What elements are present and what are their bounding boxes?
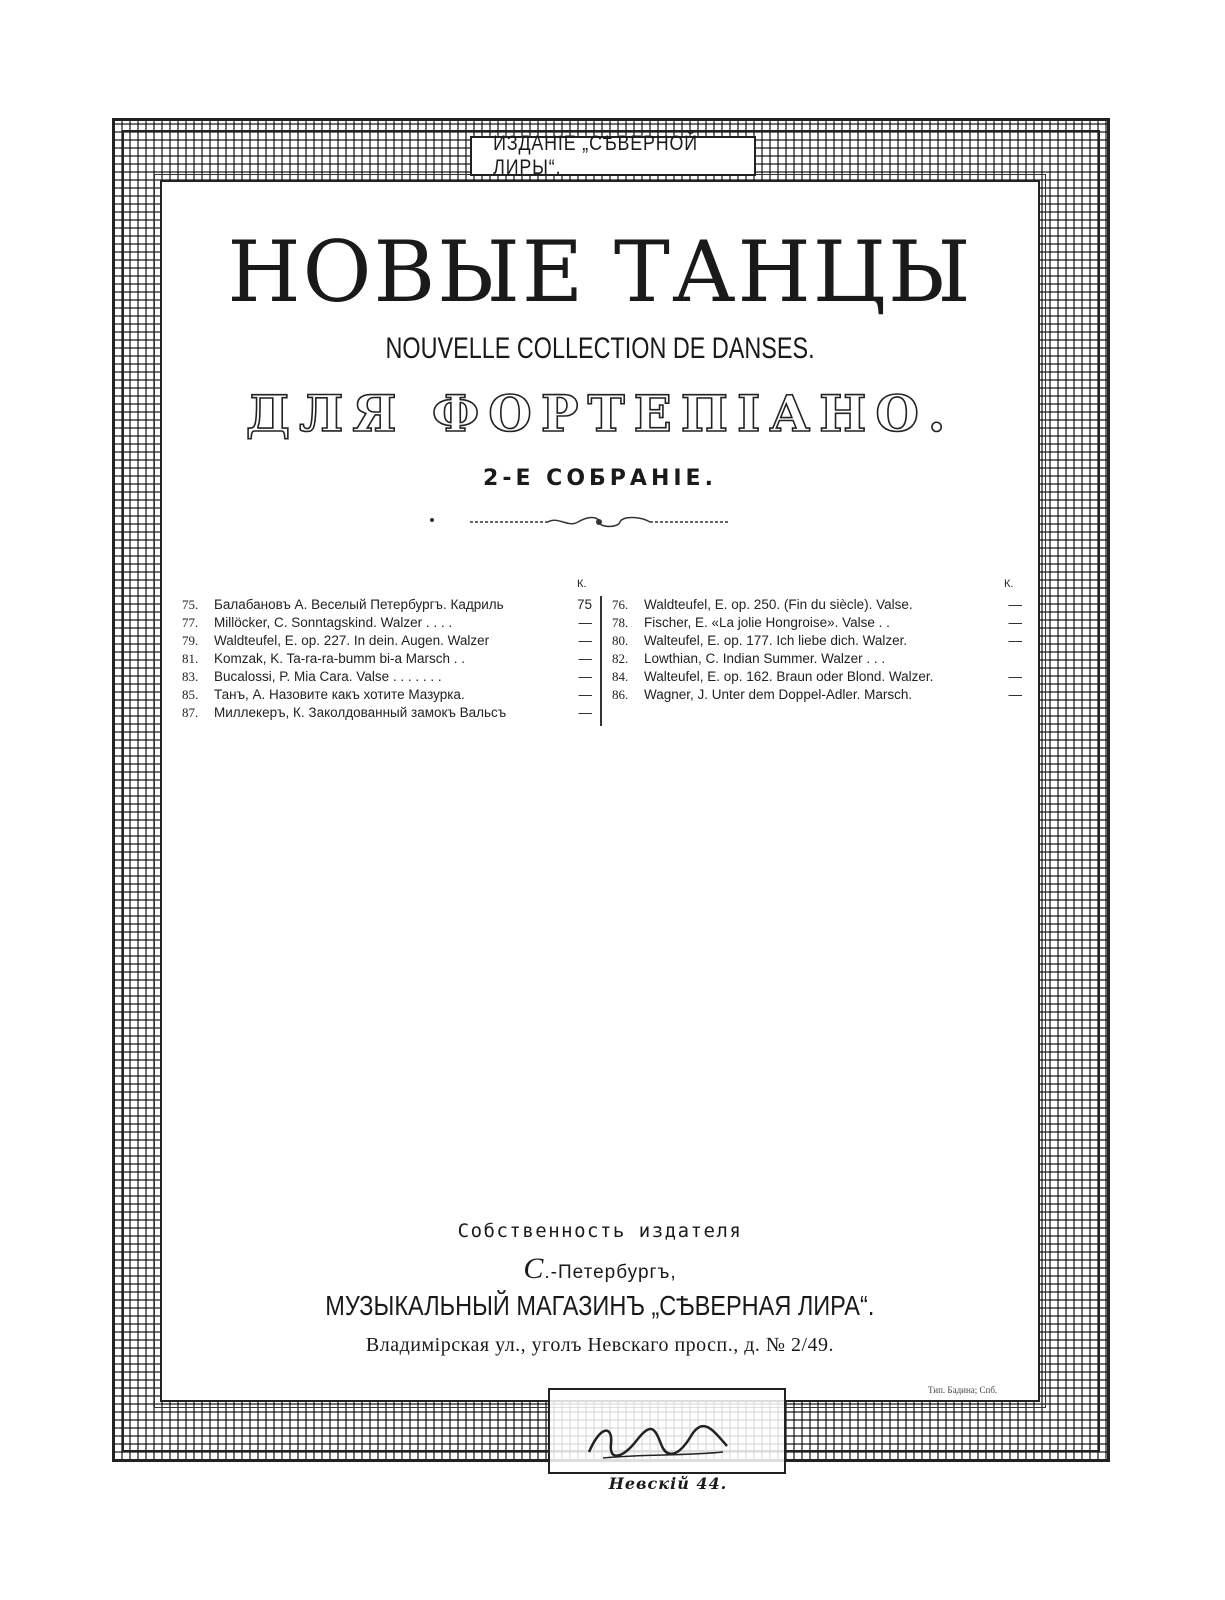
item-price: — [1008,687,1022,702]
item-number: 77. [182,615,199,630]
item-title: Waldteufel, E. op. 227. In dein. Augen. Walzer [214,633,490,648]
item-number: 86. [612,687,629,702]
list-item [182,704,592,721]
item-price: — [578,651,592,666]
city-line [160,1252,1040,1286]
item-number: 81. [182,651,199,666]
shop-name [160,1290,1040,1322]
item-price: — [1008,669,1022,684]
item-title: Millöcker, C. Sonntagskind. Walzer . . . . [214,615,453,630]
list-item [182,596,592,613]
list-item [612,686,1022,703]
item-number: 80. [612,633,629,648]
list-item [182,650,592,667]
signature-icon [583,1418,733,1466]
item-price: — [578,615,592,630]
item-title: Walteufel, E. op. 177. Ich liebe dich. Walzer. [644,633,908,648]
collection-number: 2-Е СОБРАНІЕ. [483,466,717,491]
ornament-dot [430,518,434,522]
item-number: 87. [182,705,199,720]
item-price: — [1008,633,1022,648]
column-divider [600,596,602,726]
item-number: 79. [182,633,199,648]
item-number: 78. [612,615,629,630]
item-title: Балабановъ А. Веселый Петербургъ. Кадриль [214,597,504,612]
list-item [182,686,592,703]
price-column-header: К. [1004,578,1014,590]
printer-credit: Тип. Бадина; Спб. [928,1385,998,1395]
item-number: 82. [612,651,629,666]
item-price: 75 [576,597,592,612]
ownership-line: Собственность издателя [457,1220,743,1242]
item-number: 75. [182,597,199,612]
list-item [612,668,1022,685]
item-number: 85. [182,687,199,702]
page-title: НОВЫЕ ТАНЦЫ [227,223,973,321]
item-title: Waldteufel, E. op. 250. (Fin du siècle). Valse. [644,597,913,612]
subtitle [160,332,1040,366]
list-item [182,668,592,685]
publisher-plate-text: ИЗДАНІЕ „СѢВЕРНОЙ ЛИРЫ“. [493,132,698,179]
shop-address: Владимірская ул., уголъ Невскаго просп., д. № 2/49. [365,1334,835,1356]
catalogue [182,578,1022,728]
list-item [612,614,1022,631]
item-number: 83. [182,669,199,684]
price-column-header: К. [577,578,587,590]
item-price: — [1008,615,1022,630]
city-name: .-Петербургъ, [544,1262,677,1283]
item-title: Wagner, J. Unter dem Doppel-Adler. Marsch. [644,687,913,702]
item-number: 76. [612,597,629,612]
publisher-plate [470,132,756,179]
decorative-rule-icon [468,514,730,530]
list-item [182,614,592,631]
item-price: — [1008,597,1022,612]
item-title: Fischer, E. «La jolie Hongroise». Valse . . [644,615,890,630]
item-title: Walteufel, E. op. 162. Braun oder Blond. Walzer. [644,669,934,684]
item-price: — [578,705,592,720]
instrument-line: ДЛЯ ФОРТЕПІАНО. [245,384,955,443]
item-title: Танъ, А. Назовите какъ хотите Мазурка. [214,687,465,702]
subtitle-text: NOUVELLE COLLECTION DE DANSES. [385,332,815,365]
item-price: — [578,633,592,648]
list-item [612,596,1022,613]
item-title: Lowthian, C. Indian Summer. Walzer . . . [644,651,886,666]
item-title: Bucalossi, P. Mia Cara. Valse . . . . . . . [214,669,442,684]
city-initial: С [523,1252,545,1285]
item-price: — [578,687,592,702]
shop-name-text: МУЗЫКАЛЬНЫЙ МАГАЗИНЪ „СѢВЕРНАЯ ЛИРА“. [325,1290,875,1321]
list-item [612,650,1022,667]
item-title: Миллекеръ, К. Заколдованный замокъ Вальсъ [214,705,507,720]
list-item [612,632,1022,649]
item-number: 84. [612,669,629,684]
stamp-address: Невскій 44. [608,1474,728,1493]
item-price: — [578,669,592,684]
list-item [182,632,592,649]
item-title: Komzak, K. Ta-ra-ra-bumm bi-a Marsch . . [214,651,466,666]
